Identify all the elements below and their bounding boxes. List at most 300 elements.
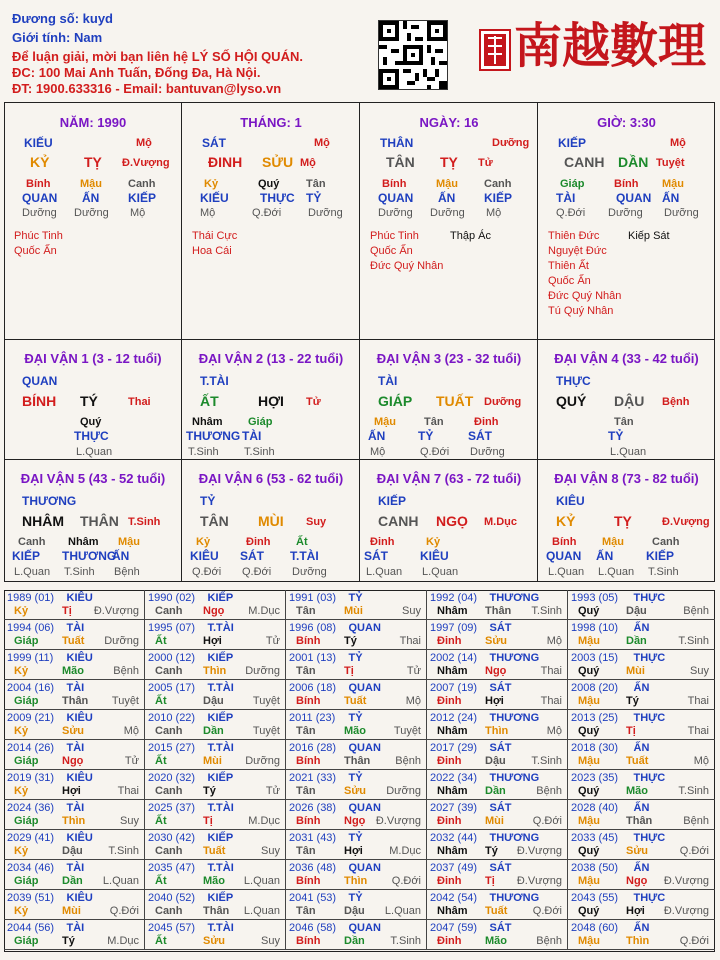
good-star: Quốc Ấn: [548, 275, 591, 287]
year-label: 1990 (02): [148, 592, 196, 604]
year-ten-god: ẤN: [633, 862, 650, 874]
brand-logo: [478, 12, 713, 76]
hidden-stage: Dưỡng: [308, 207, 343, 219]
year-label: 2036 (48): [289, 862, 337, 874]
year-cell[interactable]: [427, 710, 568, 740]
year-ten-god: T.TÀI: [207, 922, 234, 934]
hidden-god: ẤN: [82, 191, 100, 205]
year-cell[interactable]: [568, 800, 715, 830]
year-cell[interactable]: [286, 740, 427, 770]
year-cell[interactable]: [286, 830, 427, 860]
pillar-cell: [4, 102, 182, 340]
pillar-stage: Dưỡng: [492, 137, 530, 149]
year-stage: T.Sinh: [678, 635, 709, 647]
year-stem: Quý: [578, 665, 600, 677]
hidden-god: KIẾU: [200, 191, 229, 205]
year-branch: Thân: [344, 755, 371, 767]
year-stem: Tân: [296, 785, 316, 797]
dai-van-title: ĐẠI VẬN 4 (33 - 42 tuổi): [554, 351, 699, 366]
year-ten-god: TỶ: [348, 832, 363, 844]
dai-van-god: KIẾP: [378, 494, 407, 508]
year-stem: Bính: [296, 635, 321, 647]
hidden-god: ẤN: [662, 191, 680, 205]
dai-van-title: ĐẠI VẬN 3 (23 - 32 tuổi): [376, 351, 522, 366]
year-cell[interactable]: [145, 740, 286, 770]
dai-van-hidden-stem: Đinh: [370, 536, 395, 548]
year-branch: Thìn: [203, 665, 227, 677]
dai-van-stage: Dưỡng: [484, 396, 522, 408]
year-branch: Dần: [344, 935, 365, 947]
year-branch: Sửu: [344, 785, 367, 797]
year-cell[interactable]: [568, 770, 715, 800]
year-stage: Mộ: [405, 695, 421, 707]
year-cell[interactable]: [568, 740, 715, 770]
pillar-stem: CANH: [564, 154, 605, 170]
year-ten-god: QUAN: [348, 922, 381, 934]
year-label: 2038 (50): [571, 862, 619, 874]
year-ten-god: QUAN: [348, 862, 381, 874]
dai-van-hidden-god: T.TÀI: [290, 549, 319, 563]
year-branch: Dần: [626, 635, 647, 647]
year-cell[interactable]: [568, 890, 715, 920]
year-branch: Dậu: [485, 755, 506, 767]
year-branch: Dần: [203, 725, 224, 737]
year-stage: Dưỡng: [386, 785, 421, 797]
year-cell[interactable]: [427, 740, 568, 770]
year-cell[interactable]: [427, 590, 568, 620]
year-ten-god: TÀI: [66, 862, 85, 874]
year-cell[interactable]: [4, 830, 145, 860]
year-stage: Suy: [402, 605, 421, 617]
year-stage: Mộ: [546, 725, 562, 737]
year-ten-god: ẤN: [633, 802, 650, 814]
year-cell[interactable]: [145, 920, 286, 950]
year-stem: Bính: [296, 875, 321, 887]
bad-star: Kiếp Sát: [628, 230, 670, 242]
year-cell[interactable]: [286, 620, 427, 650]
year-cell[interactable]: [427, 680, 568, 710]
year-cell[interactable]: [286, 650, 427, 680]
year-cell[interactable]: [568, 920, 715, 950]
hidden-stage: Dưỡng: [608, 207, 643, 219]
year-label: 2032 (44): [430, 832, 478, 844]
year-cell[interactable]: [286, 890, 427, 920]
pillar-ten-god: KIẾP: [558, 136, 587, 150]
pillar-title: GIỜ: 3:30: [597, 115, 656, 130]
year-cell[interactable]: [286, 680, 427, 710]
dai-van-hidden-god: TÀI: [242, 429, 262, 443]
year-cell[interactable]: [145, 890, 286, 920]
year-ten-god: ẤN: [633, 682, 650, 694]
year-cell[interactable]: [568, 860, 715, 890]
year-branch: Mùi: [344, 605, 363, 617]
year-ten-god: KIẾP: [207, 772, 234, 784]
year-stem: Nhâm: [437, 905, 468, 917]
year-stem: Đinh: [437, 875, 462, 887]
year-label: 2018 (30): [571, 742, 619, 754]
year-branch: Thân: [626, 815, 653, 827]
year-label: 2019 (31): [7, 772, 55, 784]
year-stage: Đ.Vượng: [375, 815, 421, 827]
year-label: 1997 (09): [430, 622, 478, 634]
year-stem: Tân: [296, 905, 316, 917]
year-label: 2011 (23): [289, 712, 336, 724]
year-label: 2021 (33): [289, 772, 337, 784]
year-cell[interactable]: [427, 860, 568, 890]
year-stage: Thai: [540, 665, 562, 677]
year-branch: Mùi: [626, 665, 645, 677]
hidden-stage: Dưỡng: [664, 207, 699, 219]
pillar-stage: Mộ: [314, 137, 330, 149]
year-cell[interactable]: [286, 920, 427, 950]
dai-van-god: KIÊU: [556, 494, 585, 508]
year-cell[interactable]: [427, 800, 568, 830]
year-stem: Bính: [296, 815, 321, 827]
dai-van-title: ĐẠI VẬN 1 (3 - 12 tuổi): [24, 351, 162, 366]
dai-van-hidden-stem: Mậu: [602, 536, 624, 548]
dai-van-hidden-stem: Bính: [552, 536, 577, 548]
dai-van-cell: [4, 340, 182, 460]
year-label: 1998 (10): [571, 622, 619, 634]
hidden-stem: Giáp: [560, 178, 585, 190]
dai-van-cell: [182, 460, 360, 582]
year-stage: Đ.Vượng: [663, 905, 709, 917]
year-branch: Dậu: [203, 695, 224, 707]
year-stem: Đinh: [437, 935, 462, 947]
year-branch: Tị: [626, 725, 636, 737]
year-label: 2031 (43): [289, 832, 337, 844]
dai-van-god: THƯƠNG: [22, 494, 77, 508]
year-ten-god: TỶ: [348, 712, 363, 724]
year-stem: Đinh: [437, 755, 462, 767]
year-cell[interactable]: [4, 650, 145, 680]
year-label: 2010 (22): [148, 712, 196, 724]
year-stage: Thai: [117, 785, 139, 797]
year-cell[interactable]: [568, 680, 715, 710]
year-branch: Dần: [62, 875, 83, 887]
good-star: Quốc Ấn: [14, 245, 57, 257]
year-cell[interactable]: [568, 620, 715, 650]
year-stem: Nhâm: [437, 665, 468, 677]
year-label: 2047 (59): [430, 922, 478, 934]
dai-van-hidden-stem: Tân: [614, 416, 634, 428]
year-cell[interactable]: [145, 620, 286, 650]
year-label: 2030 (42): [148, 832, 196, 844]
dai-van-hidden-stage: L.Quan: [598, 566, 635, 578]
good-star: Nguyệt Đức: [548, 245, 607, 257]
year-ten-god: SÁT: [489, 862, 512, 874]
dai-van-cell: [4, 460, 182, 582]
year-label: 2006 (18): [289, 682, 337, 694]
year-stage: Q.Đới: [679, 845, 709, 857]
year-branch: Sửu: [62, 725, 85, 737]
year-cell[interactable]: [4, 890, 145, 920]
year-label: 1995 (07): [148, 622, 196, 634]
year-stage: Dưỡng: [245, 665, 280, 677]
year-stage: M.Dục: [107, 935, 139, 947]
dai-van-hidden-god: ẤN: [112, 549, 130, 563]
year-stem: Ất: [155, 695, 167, 707]
year-stem: Mậu: [578, 635, 600, 647]
year-stage: Suy: [261, 845, 280, 857]
year-stage: L.Quan: [102, 875, 139, 887]
year-cell[interactable]: [427, 650, 568, 680]
year-stage: Q.Đới: [109, 905, 139, 917]
year-stem: Giáp: [14, 935, 39, 947]
gender-value: Nam: [73, 30, 103, 45]
year-branch: Ngọ: [344, 815, 366, 827]
year-ten-god: THƯƠNG: [489, 592, 540, 604]
year-cell[interactable]: [286, 590, 427, 620]
year-stage: Thai: [687, 725, 709, 737]
year-ten-god: SÁT: [489, 742, 512, 754]
dai-van-branch: DẬU: [614, 393, 645, 409]
year-ten-god: THƯƠNG: [489, 892, 540, 904]
year-cell[interactable]: [427, 770, 568, 800]
year-stem: Tân: [296, 605, 316, 617]
hidden-god: THỰC: [260, 191, 295, 205]
dai-van-stem: TÂN: [200, 513, 229, 529]
year-stage: L.Quan: [243, 875, 280, 887]
pillar-branch: TỴ: [84, 154, 102, 170]
dai-van-hidden-god: SÁT: [468, 429, 492, 443]
year-stem: Giáp: [14, 875, 39, 887]
year-stem: Kỷ: [14, 785, 29, 797]
good-star: Đức Quý Nhân: [370, 260, 444, 272]
year-stage: Thai: [687, 695, 709, 707]
year-stem: Mậu: [578, 755, 600, 767]
year-label: 2037 (49): [430, 862, 478, 874]
year-branch: Thân: [485, 605, 512, 617]
year-label: 2034 (46): [7, 862, 55, 874]
hidden-stage: Q.Đới: [252, 207, 282, 219]
dai-van-hidden-god: THƯƠNG: [62, 549, 117, 563]
dai-van-hidden-stage: L.Quan: [14, 566, 51, 578]
year-cell[interactable]: [427, 920, 568, 950]
dai-van-title: ĐẠI VẬN 8 (73 - 82 tuổi): [554, 471, 699, 486]
dai-van-hidden-god: TỶ: [418, 429, 434, 443]
pillar-cell: [538, 102, 715, 340]
year-label: 1994 (06): [7, 622, 55, 634]
year-ten-god: KIÊU: [66, 592, 93, 604]
year-cell[interactable]: [145, 590, 286, 620]
year-label: 2044 (56): [7, 922, 55, 934]
dai-van-hidden-god: SÁT: [364, 549, 388, 563]
year-stage: Tử: [265, 635, 280, 647]
year-stage: Q.Đới: [532, 815, 562, 827]
year-stage: M.Dục: [389, 845, 421, 857]
year-branch: Hợi: [626, 905, 645, 917]
year-stem: Mậu: [578, 875, 600, 887]
year-label: 2026 (38): [289, 802, 337, 814]
year-ten-god: KIẾP: [207, 832, 234, 844]
dai-van-hidden-god: KIẾP: [12, 549, 41, 563]
year-cell[interactable]: [4, 860, 145, 890]
year-branch: Mão: [485, 935, 507, 947]
year-stage: Đ.Vượng: [93, 605, 139, 617]
year-stage: Q.Đới: [679, 935, 709, 947]
hidden-god: QUAN: [616, 191, 652, 205]
year-branch: Ngọ: [203, 605, 225, 617]
year-ten-god: TỶ: [348, 592, 363, 604]
qr-code-icon[interactable]: [378, 20, 448, 90]
year-cell[interactable]: [427, 830, 568, 860]
dai-van-stem: KỶ: [556, 513, 576, 529]
year-cell[interactable]: [286, 710, 427, 740]
year-stage: Đ.Vượng: [516, 845, 562, 857]
year-label: 2043 (55): [571, 892, 619, 904]
dai-van-stem: BÍNH: [22, 393, 57, 409]
hidden-god: KIẾP: [128, 191, 157, 205]
year-cell[interactable]: [568, 590, 715, 620]
year-cell[interactable]: [568, 710, 715, 740]
year-branch: Mùi: [62, 905, 81, 917]
dai-van-hidden-stage: T.Sinh: [244, 446, 275, 458]
dai-van-hidden-god: ẤN: [596, 549, 614, 563]
year-ten-god: TÀI: [66, 802, 85, 814]
year-cell[interactable]: [568, 650, 715, 680]
year-ten-god: TÀI: [66, 742, 85, 754]
year-branch: Tý: [626, 695, 639, 707]
year-label: 2002 (14): [430, 652, 478, 664]
hidden-stem: Kỷ: [204, 178, 219, 190]
hidden-stage: Mộ: [486, 207, 502, 219]
dai-van-hidden-stem: Ất: [296, 536, 308, 548]
pillar-title: NGÀY: 16: [419, 115, 479, 130]
year-cell[interactable]: [427, 890, 568, 920]
year-stage: Mộ: [546, 635, 562, 647]
year-cell[interactable]: [4, 920, 145, 950]
year-stage: Đ.Vượng: [663, 875, 709, 887]
year-cell[interactable]: [4, 680, 145, 710]
year-label: 2003 (15): [571, 652, 619, 664]
gender-label: Giới tính:: [12, 30, 71, 45]
year-label: 2042 (54): [430, 892, 478, 904]
dai-van-hidden-stem: Mậu: [374, 416, 396, 428]
year-stem: Canh: [155, 725, 183, 737]
year-cell[interactable]: [568, 830, 715, 860]
year-stem: Quý: [578, 845, 600, 857]
dai-van-hidden-stem: Đinh: [474, 416, 499, 428]
year-ten-god: THỰC: [633, 652, 666, 664]
pillar-branch: TỴ: [440, 154, 458, 170]
pillar-branch: DẦN: [618, 154, 649, 170]
year-cell[interactable]: [145, 650, 286, 680]
year-cell[interactable]: [4, 740, 145, 770]
year-ten-god: THỰC: [633, 712, 666, 724]
year-ten-god: THƯƠNG: [489, 772, 540, 784]
year-stage: Suy: [261, 935, 280, 947]
dai-van-hidden-stage: L.Quan: [76, 446, 113, 458]
year-stage: Q.Đới: [391, 875, 421, 887]
hidden-stem: Mậu: [662, 178, 684, 190]
year-stage: Dưỡng: [245, 755, 280, 767]
year-cell[interactable]: [286, 770, 427, 800]
dai-van-hidden-stage: T.Sinh: [64, 566, 95, 578]
year-stem: Ất: [155, 635, 167, 647]
year-stem: Đinh: [437, 695, 462, 707]
year-cell[interactable]: [145, 680, 286, 710]
year-ten-god: THỰC: [633, 832, 666, 844]
year-branch: Thìn: [485, 725, 509, 737]
year-cell[interactable]: [145, 770, 286, 800]
year-stem: Nhâm: [437, 725, 468, 737]
year-stem: Giáp: [14, 815, 39, 827]
year-stem: Ất: [155, 875, 167, 887]
year-cell[interactable]: [4, 800, 145, 830]
year-label: 2005 (17): [148, 682, 196, 694]
dai-van-hidden-stage: Q.Đới: [420, 446, 450, 458]
year-label: 2004 (16): [7, 682, 55, 694]
year-cell[interactable]: [4, 590, 145, 620]
dai-van-hidden-stage: Dưỡng: [292, 566, 327, 578]
hidden-stage: Q.Đới: [556, 207, 586, 219]
year-ten-god: THƯƠNG: [489, 712, 540, 724]
year-branch: Tị: [203, 815, 213, 827]
year-stem: Mậu: [578, 935, 600, 947]
pillar-branch-stage: Mộ: [300, 157, 316, 169]
dai-van-hidden-stage: L.Quan: [422, 566, 459, 578]
hidden-stage: Mộ: [200, 207, 216, 219]
hidden-stem: Bính: [26, 178, 51, 190]
year-cell[interactable]: [427, 620, 568, 650]
year-branch: Hợi: [485, 695, 504, 707]
year-cell[interactable]: [145, 800, 286, 830]
year-branch: Dậu: [626, 605, 647, 617]
year-stage: T.Sinh: [531, 755, 562, 767]
hidden-stem: Bính: [382, 178, 407, 190]
year-stage: T.Sinh: [108, 845, 139, 857]
dai-van-hidden-god: THỰC: [74, 429, 109, 443]
dai-van-stage: Đ.Vượng: [662, 516, 710, 528]
year-label: 2001 (13): [289, 652, 337, 664]
year-branch: Sửu: [626, 845, 649, 857]
hidden-stem: Bính: [614, 178, 639, 190]
year-cell[interactable]: [145, 710, 286, 740]
phone-email-line[interactable]: ĐT: 1900.633316 - Email: bantuvan@lyso.vn: [12, 81, 282, 96]
year-branch: Thìn: [344, 875, 368, 887]
dai-van-hidden-stem: Giáp: [248, 416, 273, 428]
year-cell[interactable]: [145, 860, 286, 890]
year-stage: Suy: [690, 665, 709, 677]
dai-van-hidden-stage: L.Quan: [610, 446, 647, 458]
pillar-title: THÁNG: 1: [240, 115, 302, 130]
year-cell[interactable]: [286, 800, 427, 830]
year-ten-god: THỰC: [633, 592, 666, 604]
year-ten-god: KIẾP: [207, 652, 234, 664]
year-branch: Tý: [203, 785, 216, 797]
hidden-stage: Mộ: [130, 207, 146, 219]
year-label: 2014 (26): [7, 742, 55, 754]
year-label: 2015 (27): [148, 742, 196, 754]
dai-van-hidden-stem: Nhâm: [192, 416, 223, 428]
good-star: Thiên Ất: [548, 260, 589, 272]
year-cell[interactable]: [4, 620, 145, 650]
dai-van-hidden-god: KIẾP: [646, 549, 675, 563]
dai-van-hidden-stage: Q.Đới: [242, 566, 272, 578]
dai-van-stem: ẤT: [200, 393, 219, 409]
year-stem: Mậu: [578, 695, 600, 707]
year-cell[interactable]: [145, 830, 286, 860]
year-cell[interactable]: [4, 710, 145, 740]
year-ten-god: KIẾP: [207, 892, 234, 904]
dai-van-hidden-stage: T.Sinh: [188, 446, 219, 458]
year-ten-god: QUAN: [348, 802, 381, 814]
year-cell[interactable]: [286, 860, 427, 890]
year-cell[interactable]: [4, 770, 145, 800]
year-label: 2027 (39): [430, 802, 478, 814]
year-stage: Tử: [124, 755, 139, 767]
